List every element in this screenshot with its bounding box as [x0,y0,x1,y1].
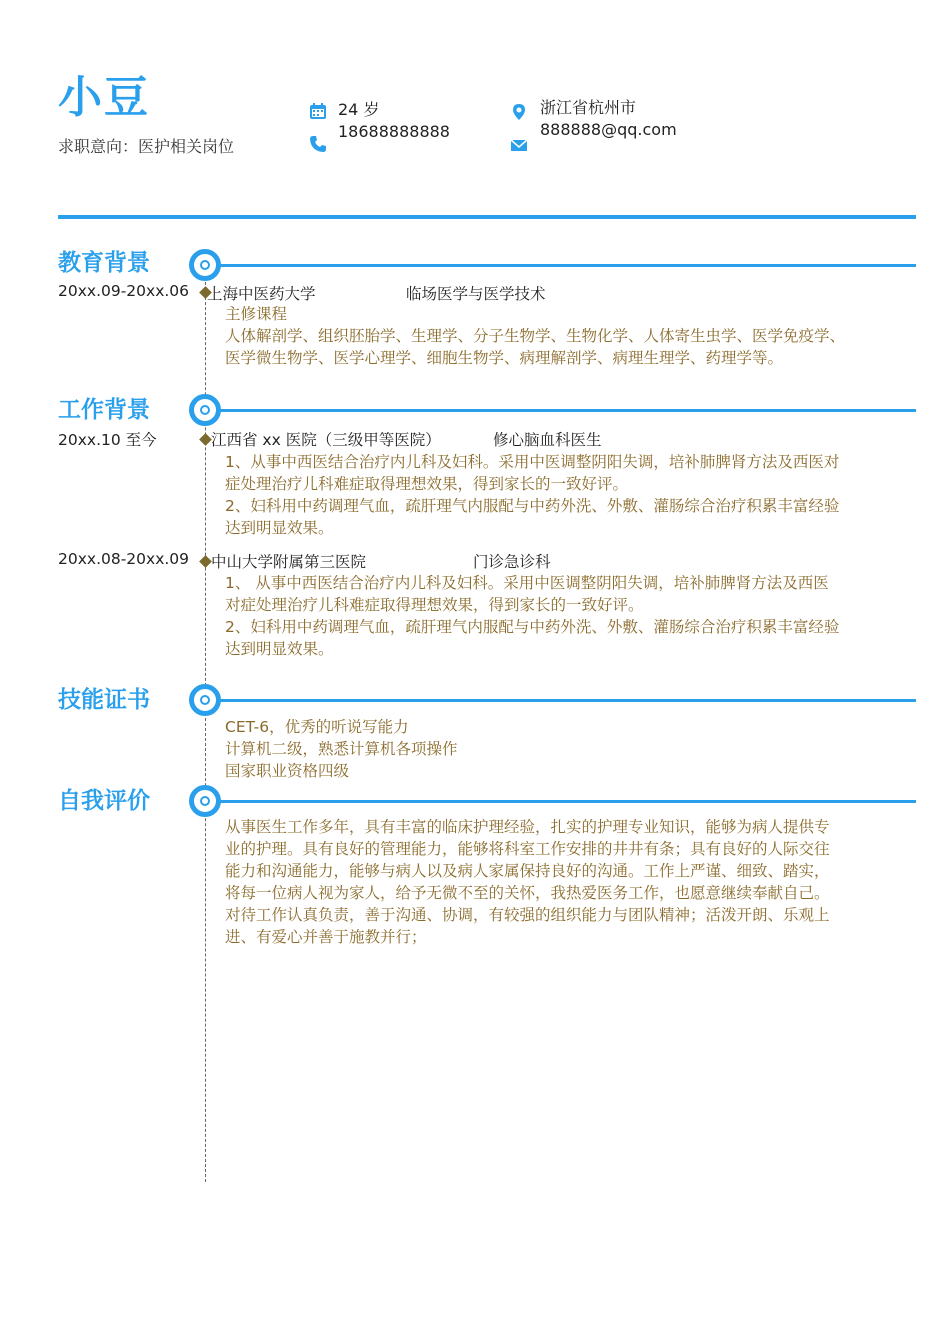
phone-number: 18688888888 [338,122,450,141]
timeline-node-work [189,394,221,426]
timeline-node-education [189,249,221,281]
section-title-self: 自我评价 [58,788,150,814]
self-eval-line: 从事医生工作多年，具有丰富的临床护理经验，扎实的护理专业知识，能够为病人提供专 [225,818,830,836]
self-eval-line: 将每一位病人视为家人，给予无微不至的关怀，我热爱医务工作，也愿意继续奉献自己。 [225,884,830,902]
job-desc-line: 2、妇科用中药调理气血，疏肝理气内服配与中药外洗、外敷、灌肠综合治疗积累丰富经验 [225,618,840,636]
skill-item: 国家职业资格四级 [225,762,350,780]
job-date: 20xx.08-20xx.09 [58,550,190,568]
course-label: 主修课程 [225,305,288,323]
timeline-node-self [189,785,221,817]
job-desc-line: 达到明显效果。 [225,640,334,658]
email: 888888@qq.com [540,120,677,139]
section-line-skills [205,699,916,702]
skill-item: 计算机二级，熟悉计算机各项操作 [225,740,458,758]
header-divider [58,215,916,219]
age: 24 岁 [338,100,380,119]
job-desc-line: 达到明显效果。 [225,519,334,537]
course-list-line-2: 医学微生物学、医学心理学、细胞生物学、病理解剖学、病理生理学、药理学等。 [225,349,784,367]
job-role: 修心脑血科医生 [493,431,602,449]
phone-icon [309,135,327,153]
self-eval-line: 业的护理。具有良好的管理能力，能够将科室工作安排的井井有条；具有良好的人际交往 [225,840,830,858]
section-title-education: 教育背景 [58,250,150,276]
timeline-node-skills [189,684,221,716]
self-eval-line: 对待工作认真负责，善于沟通、协调，有较强的组织能力与团队精神；活泼开朗、乐观上 [225,906,830,924]
skill-item: CET-6，优秀的听说写能力 [225,718,409,736]
job-desc-line: 对症处理治疗儿科难症取得理想效果，得到家长的一致好评。 [225,596,644,614]
job-role: 门诊急诊科 [473,553,551,571]
job-intent-label: 求职意向： [58,137,139,156]
calendar-icon [309,102,327,120]
email-icon [510,136,528,154]
education-date: 20xx.09-20xx.06 [58,282,190,300]
location: 浙江省杭州市 [540,98,637,117]
job-intent [58,134,234,157]
job-desc-line: 2、妇科用中药调理气血，疏肝理气内服配与中药外洗、外敷、灌肠综合治疗积累丰富经验 [225,497,840,515]
entry-marker [199,433,212,446]
section-line-work [205,409,916,412]
self-eval-line: 进、有爱心并善于施教并行； [225,928,427,946]
entry-marker [199,555,212,568]
section-title-skills: 技能证书 [58,687,150,713]
location-pin-icon [510,103,528,121]
education-major: 临场医学与医学技术 [406,285,546,303]
job-desc-line: 1、 从事中西医结合治疗内儿科及妇科。采用中医调整阴阳失调，培补肺脾肾方法及西医 [225,574,829,592]
education-school: 上海中医药大学 [207,285,316,303]
course-list-line-1: 人体解剖学、组织胚胎学、生理学、分子生物学、生物化学、人体寄生虫学、医学免疫学、 [225,327,846,345]
job-desc-line: 1、从事中西医结合治疗内儿科及妇科。采用中医调整阴阳失调，培补肺脾肾方法及西医对 [225,453,840,471]
section-line-self [205,800,916,803]
candidate-name: 小豆 [58,72,150,123]
job-intent-value: 医护相关岗位 [138,137,235,156]
section-title-work: 工作背景 [58,397,150,423]
job-desc-line: 症处理治疗儿科难症取得理想效果，得到家长的一致好评。 [225,475,629,493]
job-org: 江西省 xx 医院（三级甲等医院） [211,431,441,449]
section-line-education [205,264,916,267]
self-eval-line: 能力和沟通能力，能够与病人以及病人家属保持良好的沟通。工作上严谨、细致、踏实， [225,862,830,880]
job-date: 20xx.10 至今 [58,431,157,449]
job-org: 中山大学附属第三医院 [211,553,367,571]
